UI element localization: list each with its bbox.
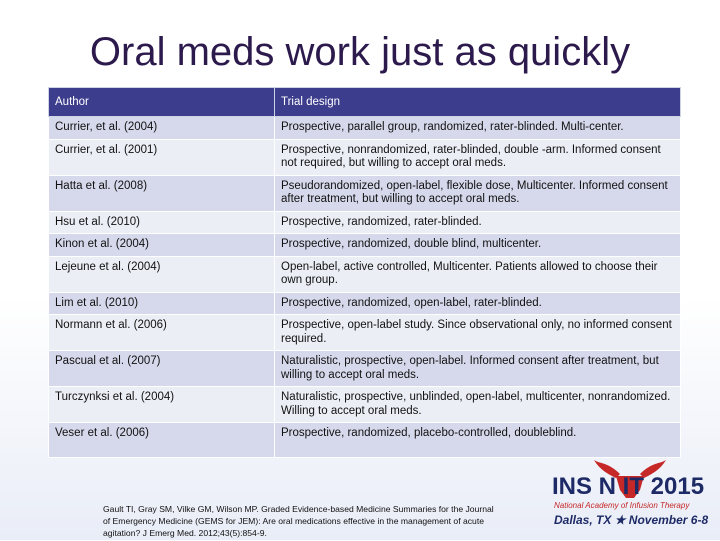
author-cell: Veser et al. (2006): [49, 423, 275, 458]
author-cell: Kinon et al. (2004): [49, 234, 275, 257]
table-row: [49, 315, 681, 351]
longhorn-logo-icon: [548, 456, 708, 536]
trial-design-table: [48, 87, 681, 458]
table-row: [49, 117, 681, 140]
table-row: [49, 423, 681, 458]
logo-date-text: Dallas, TX ★ November 6-8: [554, 513, 708, 527]
author-cell: Lejeune et al. (2004): [49, 256, 275, 292]
slide-title: Oral meds work just as quickly: [89, 30, 631, 74]
author-cell: Currier, et al. (2004): [49, 117, 275, 140]
logo-main-text: INS N IT 2015: [552, 473, 705, 500]
author-cell: Hatta et al. (2008): [49, 175, 275, 211]
author-cell: Lim et al. (2010): [49, 292, 275, 315]
table-row: [49, 351, 681, 387]
design-cell: Pseudorandomized, open-label, flexible dose, Multicenter. Informed consent after treatment, but willing to accept oral meds.: [275, 175, 681, 211]
author-cell: Hsu et al. (2010): [49, 211, 275, 234]
table-row: [49, 139, 681, 175]
table-row: [49, 256, 681, 292]
design-cell: Open-label, active controlled, Multicenter. Patients allowed to choose their own group.: [275, 256, 681, 292]
design-cell: Naturalistic, prospective, open-label. Informed consent after treatment, but willing to accept oral meds.: [275, 351, 681, 387]
author-cell: Currier, et al. (2001): [49, 139, 275, 175]
conference-logo: [548, 456, 708, 536]
design-cell: Prospective, parallel group, randomized, rater-blinded. Multi-center.: [275, 117, 681, 140]
author-cell: Pascual et al. (2007): [49, 351, 275, 387]
author-cell: Turczynksi et al. (2004): [49, 387, 275, 423]
citation-text: Gault TI, Gray SM, Vilke GM, Wilson MP. Graded Evidence-based Medicine Summaries for the Journal of Emergency Medicine (GEMS for JEM): Are oral medications effective in the management of acute agitation? J Emerg Med. 2012;43(5):854-9.: [103, 504, 494, 538]
author-cell: Normann et al. (2006): [49, 315, 275, 351]
design-cell: Prospective, randomized, open-label, rater-blinded.: [275, 292, 681, 315]
header-trial-design: Trial design: [275, 88, 681, 117]
table-row: [49, 234, 681, 257]
design-cell: Prospective, randomized, rater-blinded.: [275, 211, 681, 234]
table-row: [49, 175, 681, 211]
table-row: [49, 211, 681, 234]
design-cell: Prospective, randomized, double blind, multicenter.: [275, 234, 681, 257]
design-cell: Prospective, open-label study. Since observational only, no informed consent required.: [275, 315, 681, 351]
design-cell: Prospective, nonrandomized, rater-blinded, double -arm. Informed consent not required, but willing to accept oral meds.: [275, 139, 681, 175]
table-row: [49, 387, 681, 423]
design-cell: Naturalistic, prospective, unblinded, open-label, multicenter, nonrandomized. Willing to accept oral meds.: [275, 387, 681, 423]
header-author: Author: [49, 88, 275, 117]
design-cell: Prospective, randomized, placebo-controlled, doubleblind.: [275, 423, 681, 458]
table-row: [49, 292, 681, 315]
logo-subtitle-text: National Academy of Infusion Therapy: [554, 501, 690, 510]
table-header-row: [49, 88, 681, 117]
